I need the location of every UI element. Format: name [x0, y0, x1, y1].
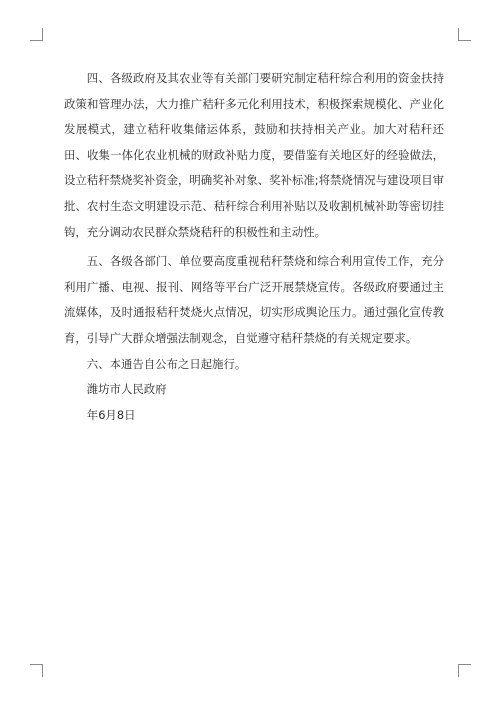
crop-mark-bottom-right — [458, 664, 471, 677]
paragraph-item-6: 六、本通告自公布之日起施行。 — [86, 356, 247, 371]
crop-mark-bottom-left — [30, 664, 43, 677]
issuing-authority: 潍坊市人民政府 — [86, 382, 167, 397]
issue-date: 年6月8日 — [86, 407, 136, 422]
document-body — [64, 66, 444, 428]
crop-mark-top-left — [30, 28, 43, 41]
crop-mark-top-right — [458, 28, 471, 41]
paragraph-item-5: 五、各级各部门、单位要高度重视秸秆禁烧和综合利用宣传工作，充分利用广播、电视、报刊、网络等平台广泛开展禁烧宣传。各级政府要通过主流媒体，及时通报秸秆焚烧火点情况，切实形成舆论压力。通过强化宣传教育，引导广大群众增强法制观念，自觉遵守秸秆禁烧的有关规定要求。 — [64, 254, 444, 345]
paragraph-item-4: 四、各级政府及其农业等有关部门要研究制定秸秆综合利用的资金扶持政策和管理办法，大力推广秸秆多元化利用技术，积极探索规模化、产业化发展模式，建立秸秆收集储运体系，鼓励和扶持相关产业。加大对秸秆还田、收集一体化农业机械的财政补贴力度，要借鉴有关地区好的经验做法，设立秸秆禁烧奖补资金，明确奖补对象、奖补标准;将禁烧情况与建设项目审批、农村生态文明建设示范、秸秆综合利用补贴以及收割机械补助等密切挂钩，充分调动农民群众禁烧秸秆的积极性和主动性。 — [64, 71, 444, 239]
